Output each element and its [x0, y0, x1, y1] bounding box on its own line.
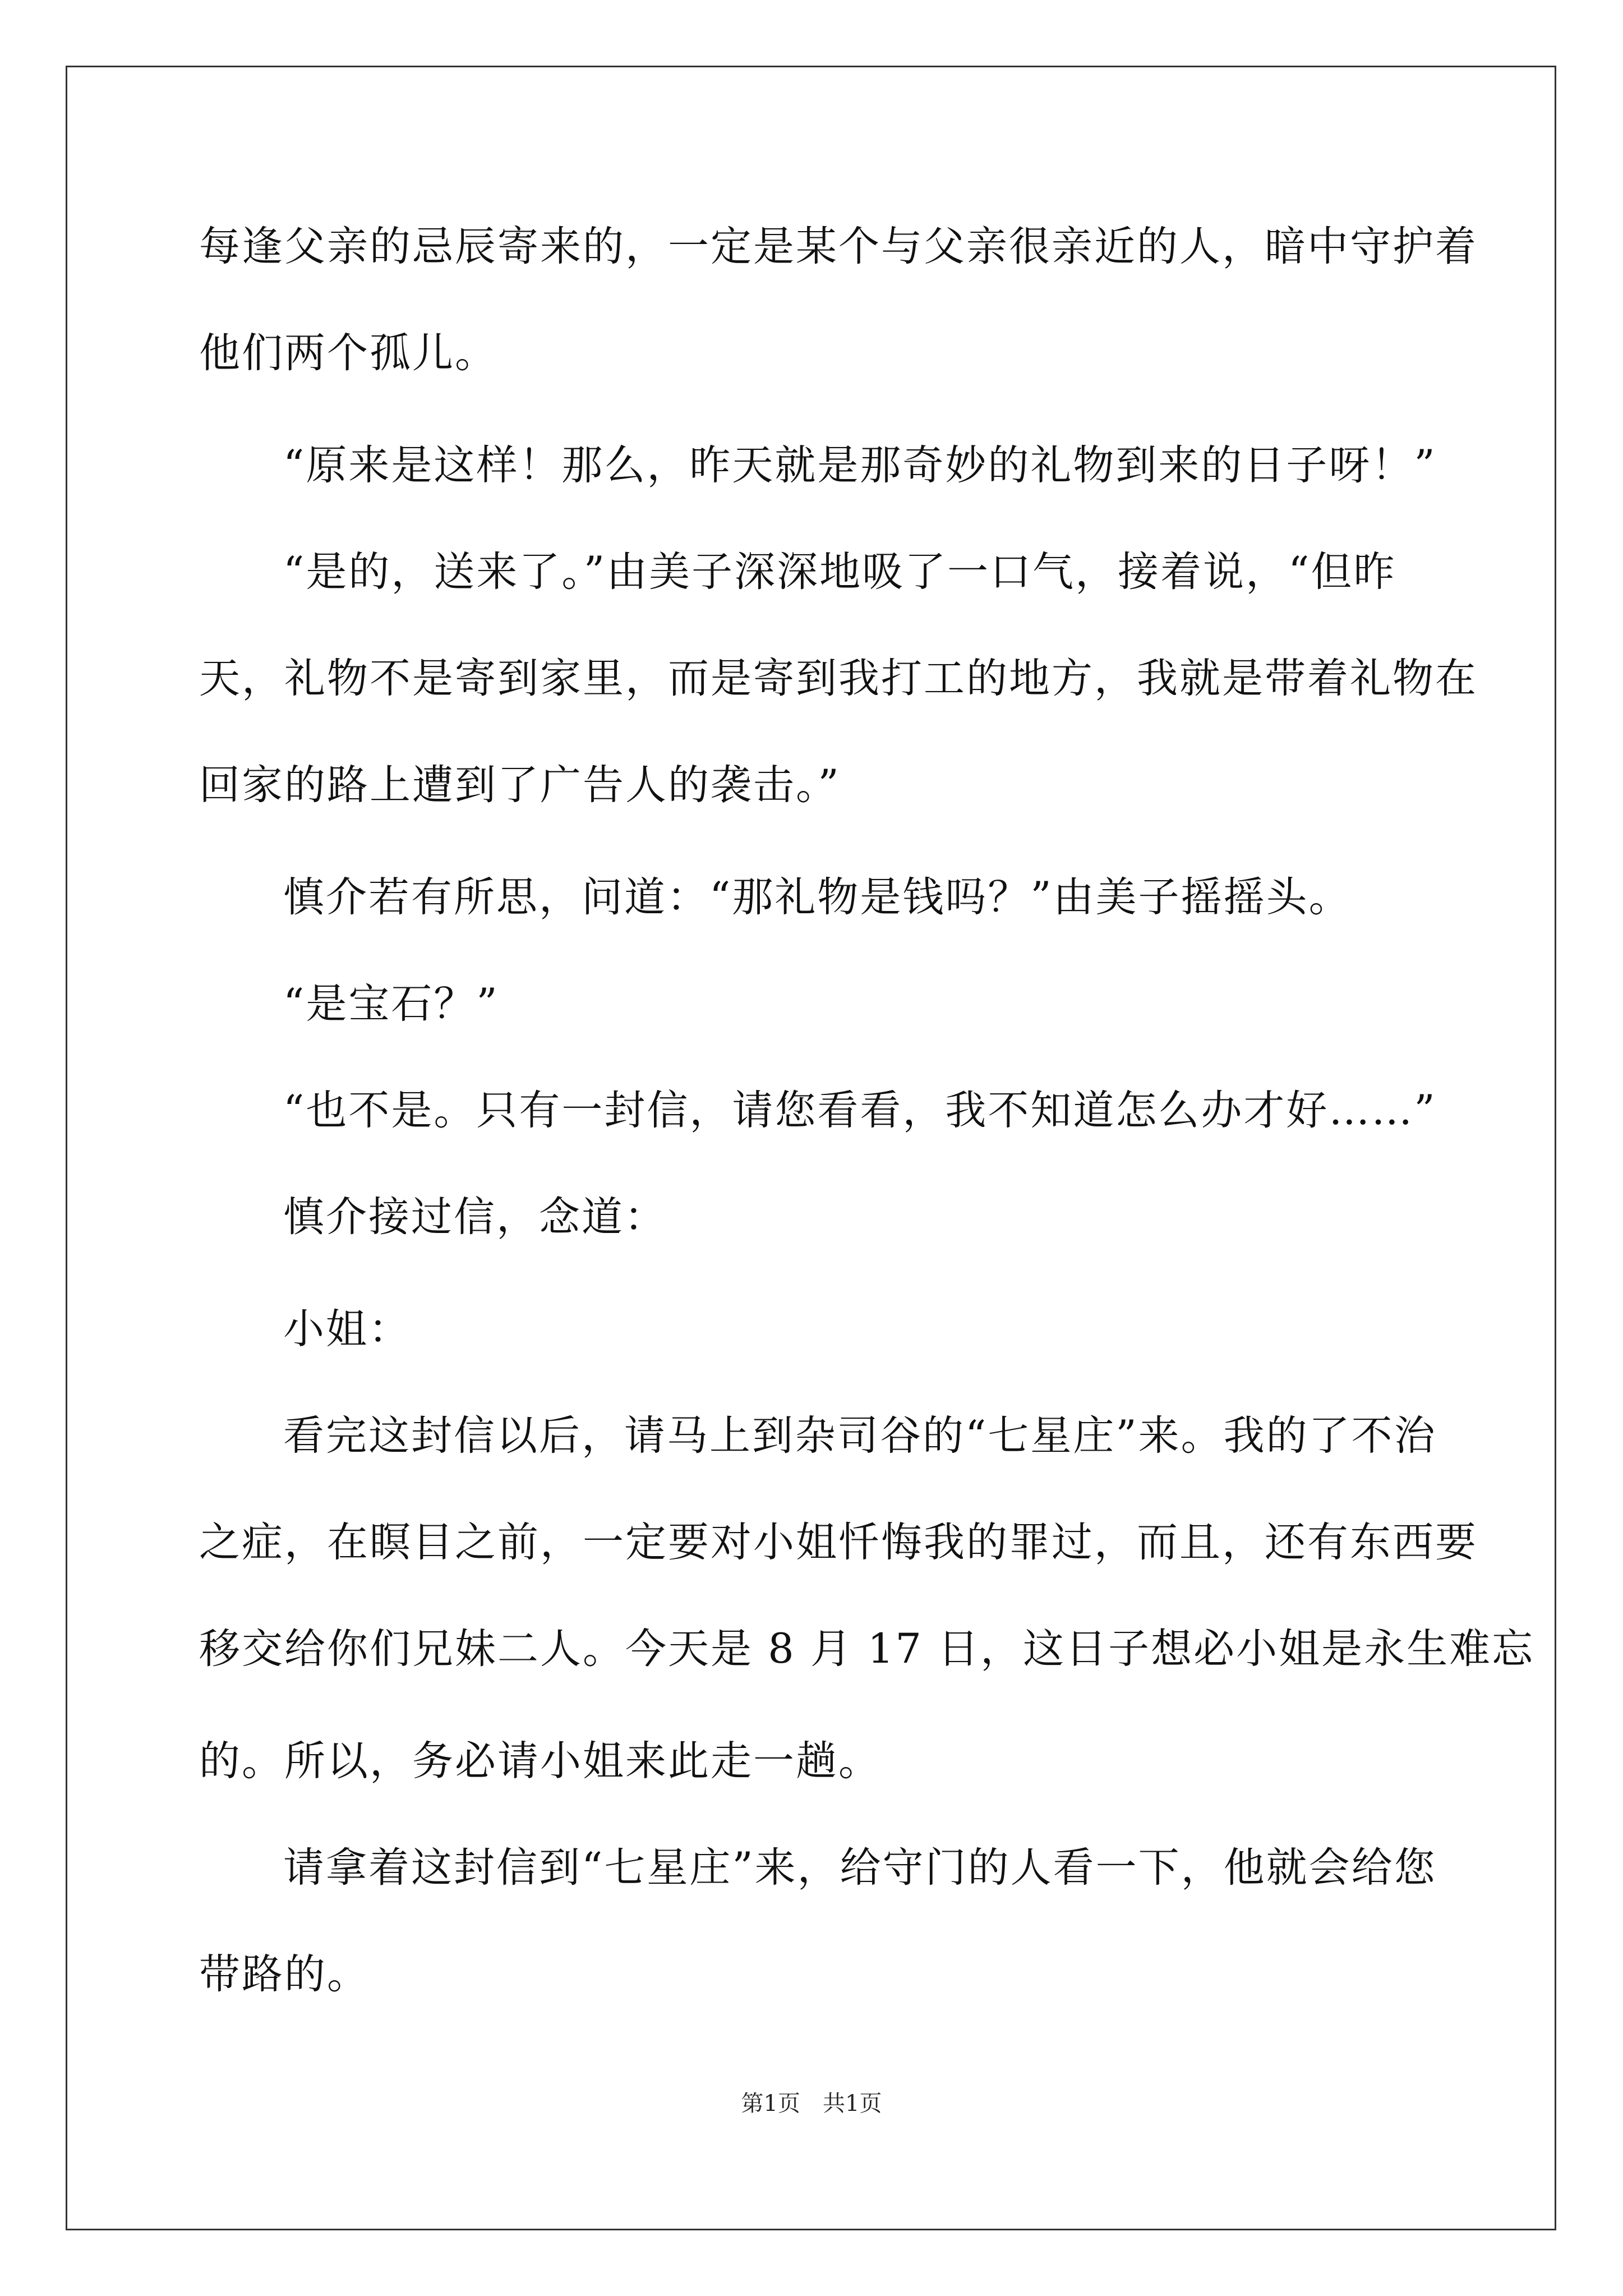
text-line: 慎介接过信，念道： — [283, 1193, 667, 1241]
text-line: 看完这封信以后，请马上到杂司谷的“七星庄”来。我的了不治 — [283, 1412, 1437, 1460]
text-line: 带路的。 — [199, 1950, 370, 1998]
text-line: 他们两个孤儿。 — [199, 329, 497, 377]
text-line: “也不是。只有一封信，请您看看，我不知道怎么办才好……” — [283, 1087, 1437, 1134]
text-line: 请拿着这封信到“七星庄”来，给守门的人看一下，他就会给您 — [283, 1844, 1437, 1892]
page-border — [66, 66, 1556, 2230]
text-line: “是的，送来了。”由美子深深地吸了一口气，接着说，“但昨 — [283, 548, 1396, 596]
text-line: “是宝石？” — [283, 980, 499, 1028]
page-number-footer: 第1页 共1页 — [741, 2091, 882, 2116]
text-line: 天，礼物不是寄到家里，而是寄到我打工的地方，我就是带着礼物在 — [199, 655, 1478, 702]
text-line: 小姐： — [283, 1305, 411, 1353]
text-line: 回家的路上遭到了广告人的袭击。” — [199, 761, 841, 809]
text-line: 之症，在瞑目之前，一定要对小姐忏悔我的罪过，而且，还有东西要 — [199, 1519, 1478, 1566]
text-line: 每逢父亲的忌辰寄来的，一定是某个与父亲很亲近的人，暗中守护着 — [199, 223, 1478, 270]
text-line: 移交给你们兄妹二人。今天是 8 月 17 日，这日子想必小姐是永生难忘 — [199, 1625, 1535, 1673]
text-line: 的。所以，务必请小姐来此走一趟。 — [199, 1737, 881, 1785]
text-line: 慎介若有所思，问道：“那礼物是钱吗？”由美子摇摇头。 — [283, 873, 1352, 921]
text-line: “原来是这样！那么，昨天就是那奇妙的礼物到来的日子呀！” — [283, 441, 1437, 489]
